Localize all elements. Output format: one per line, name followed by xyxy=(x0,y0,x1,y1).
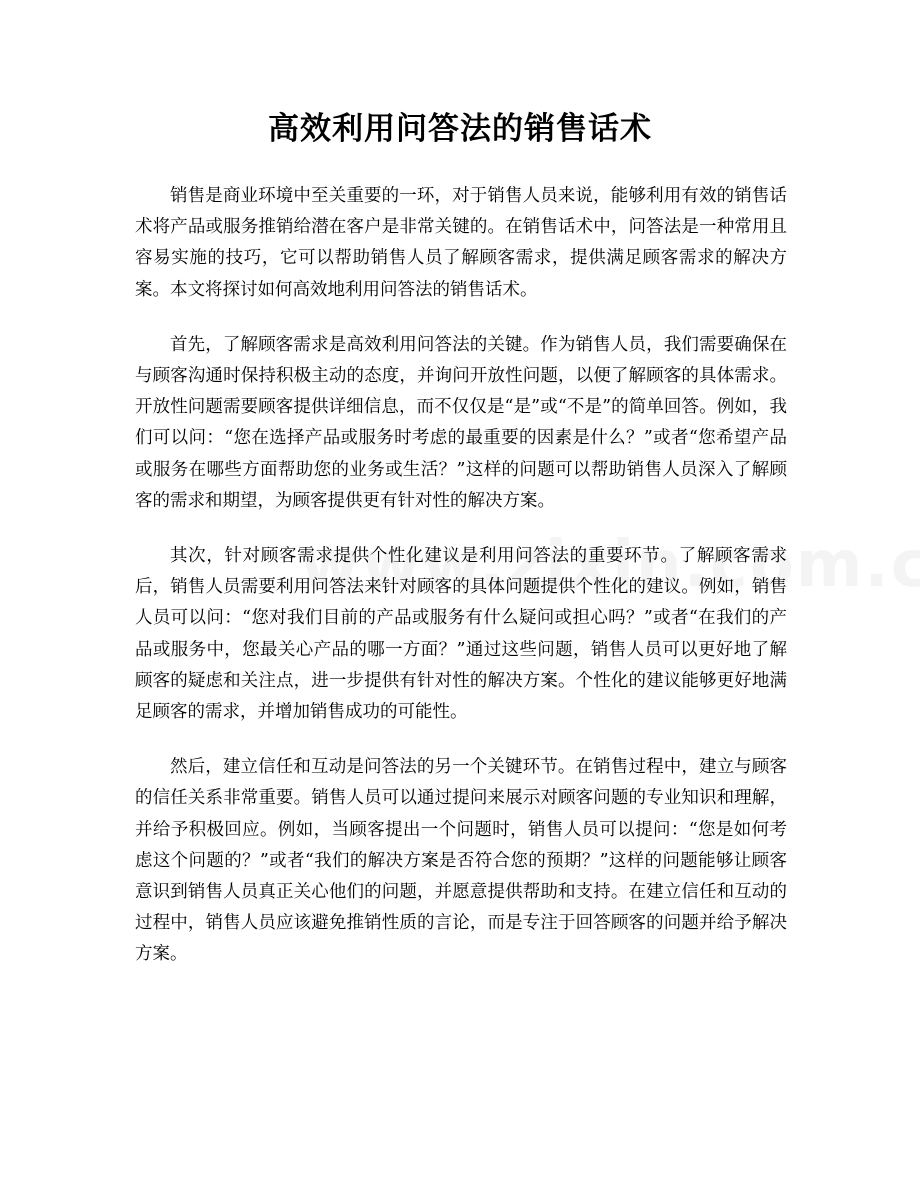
document-title: 高效利用问答法的销售话术 xyxy=(268,111,652,147)
paragraph-first: 首先，了解顾客需求是高效利用问答法的关键。作为销售人员，我们需要确保在与顾客沟通时保持积极主动的态度，并询问开放性问题，以便了解顾客的具体需求。开放性问题需要顾客提供详细信息，而不仅仅是“是”或“不是”的简单回答。例如，我们可以问：“您在选择产品或服务时考虑的最重要的因素是什么？”或者“您希望产品或服务在哪些方面帮助您的业务或生活？”这样的问题可以帮助销售人员深入了解顾客的需求和期望，为顾客提供更有针对性的解决方案。 xyxy=(135,334,787,511)
paragraph-second: 其次，针对顾客需求提供个性化建议是利用问答法的重要环节。了解顾客需求后，销售人员需要利用问答法来针对顾客的具体问题提供个性化的建议。例如，销售人员可以问：“您对我们目前的产品或服务有什么疑问或担心吗？”或者“在我们的产品或服务中，您最关心产品的哪一方面？”通过这些问题，销售人员可以更好地了解顾客的疑虑和关注点，进一步提供有针对性的解决方案。个性化的建议能够更好地满足顾客的需求，并增加销售成功的可能性。 xyxy=(135,546,787,723)
paragraph-third: 然后，建立信任和互动是问答法的另一个关键环节。在销售过程中，建立与顾客的信任关系非常重要。销售人员可以通过提问来展示对顾客问题的专业知识和理解，并给予积极回应。例如，当顾客提出一个问题时，销售人员可以提问：“您是如何考虑这个问题的？”或者“我们的解决方案是否符合您的预期？”这样的问题能够让顾客意识到销售人员真正关心他们的问题，并愿意提供帮助和支持。在建立信任和互动的过程中，销售人员应该避免推销性质的言论，而是专注于回答顾客的问题并给予解决方案。 xyxy=(135,757,787,965)
document-body xyxy=(135,181,787,995)
paragraph-intro: 销售是商业环境中至关重要的一环，对于销售人员来说，能够利用有效的销售话术将产品或服务推销给潜在客户是非常关键的。在销售话术中，问答法是一种常用且容易实施的技巧，它可以帮助销售人员了解顾客需求，提供满足顾客需求的解决方案。本文将探讨如何高效地利用问答法的销售话术。 xyxy=(135,186,787,300)
